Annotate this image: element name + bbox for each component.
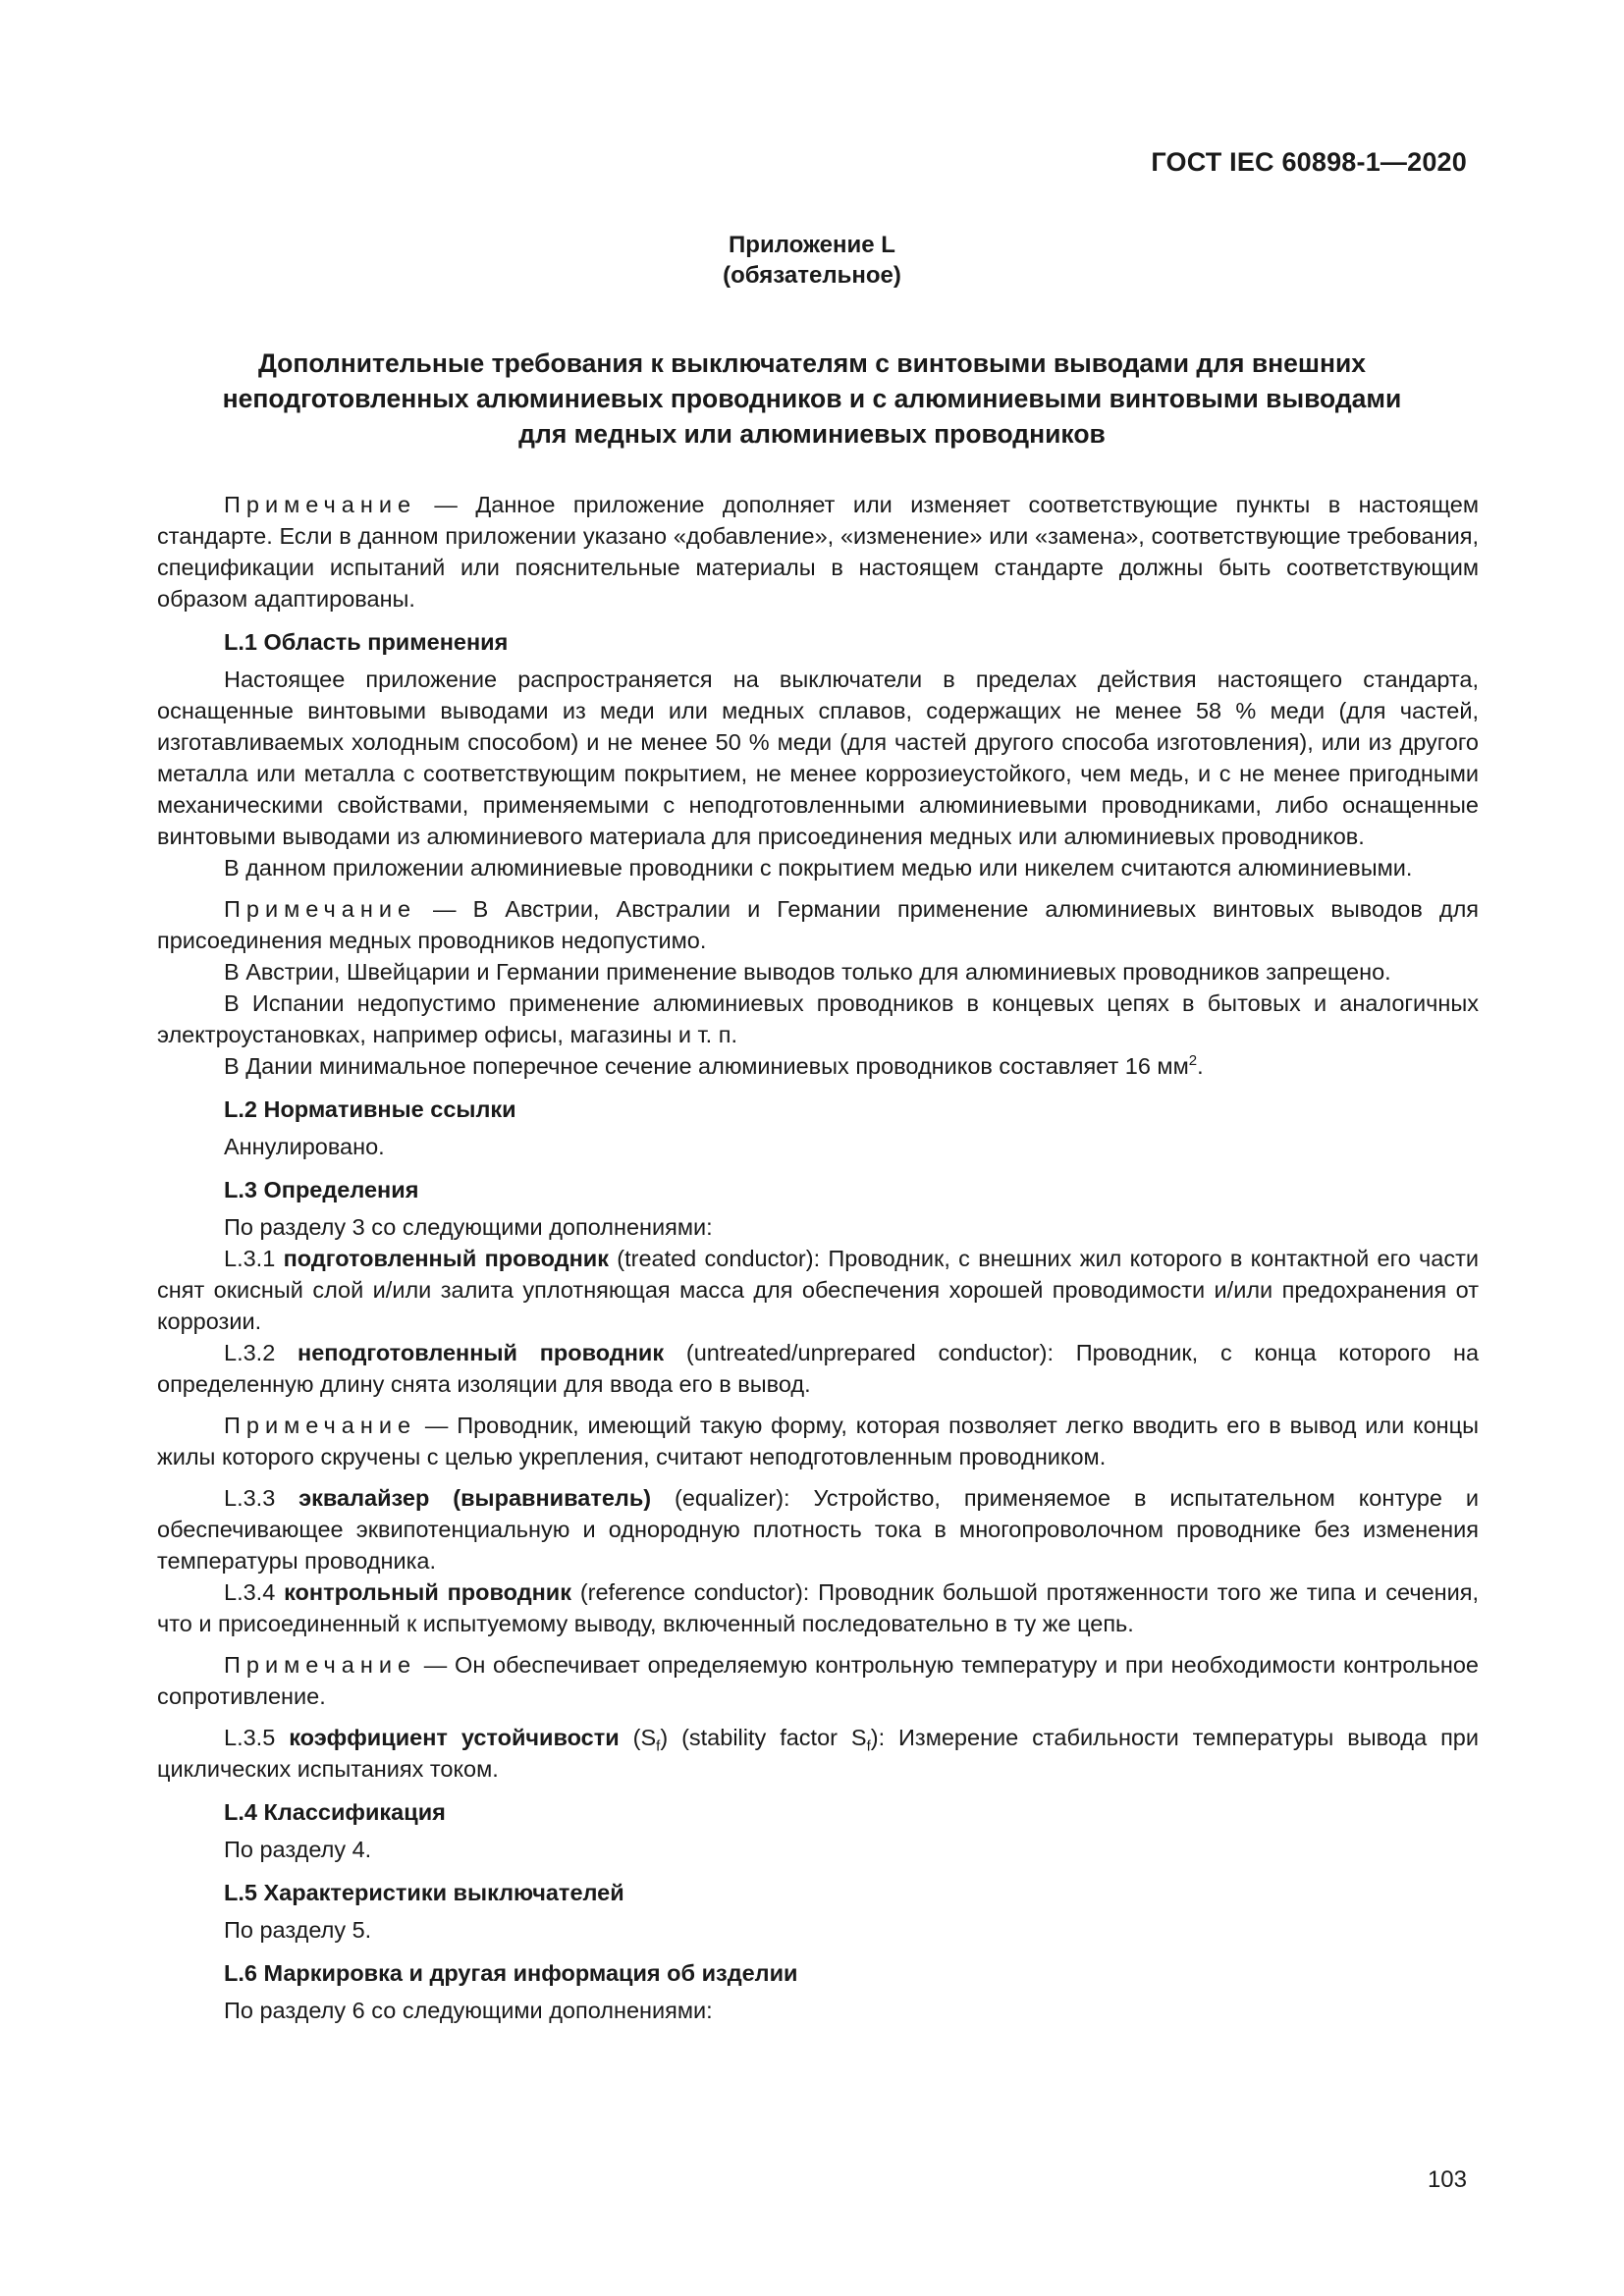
definition-l3-4: L.3.4 контрольный проводник (reference conductor): Проводник большой протяженности того же типа и сечения, что и присоединенный к испытуемому выводу, включенный последовательно в ту же цепь. bbox=[157, 1579, 1479, 1636]
note-continuation: В Испании недопустимо применение алюминиевых проводников в концевых цепях в бытовых и аналогичных электроустановках, например офисы, магазины и т. п. bbox=[157, 990, 1479, 1047]
definition-l3-5: L.3.5 коэффициент устойчивости $(S_f)$ (stability factor $S_f$): Измерение стабильности температуры вывода при циклических испытаниях током. bbox=[157, 1725, 1479, 1782]
note-label: Примечание bbox=[224, 492, 417, 517]
subscript: f bbox=[866, 1737, 871, 1755]
paragraph: Аннулировано. bbox=[224, 1134, 385, 1159]
annex-title-line: Дополнительные требования к выключателям с винтовыми выводами для внешних bbox=[257, 348, 1367, 378]
note-label: Примечание bbox=[224, 1652, 417, 1678]
paragraph: По разделу 3 со следующими дополнениями: bbox=[224, 1214, 713, 1240]
definition-l3-2: L.3.2 неподготовленный проводник (untreated/unprepared conductor): Проводник, с конца которого на определенную длину снята изоляции для ввода его в вывод. bbox=[157, 1340, 1480, 1397]
term: подготовленный проводник bbox=[283, 1246, 609, 1271]
intro-note: Примечание — Данное приложение дополняет или изменяет соответствующие пункты в настоящем стандарте. Если в данном приложении указано «добавление», «изменение» или «замена», соответствующие требования, спецификации испытаний или пояснительные материалы в настоящем стандарте должны быть соответствующим образом адаптированы. bbox=[157, 492, 1479, 612]
standard-code: ГОСТ IEC 60898-1—2020 bbox=[1151, 147, 1467, 177]
annex-label: Приложение L bbox=[729, 232, 895, 258]
term: эквалайзер (выравниватель) bbox=[298, 1485, 652, 1511]
annex-title bbox=[0, 346, 1624, 452]
annex-title-line: для медных или алюминиевых проводников bbox=[518, 419, 1106, 449]
note-label: Примечание bbox=[224, 896, 417, 922]
note: Примечание — В Австрии, Австралии и Германии применение алюминиевых винтовых выводов для присоединения медных проводников недопустимо. bbox=[157, 896, 1480, 953]
paragraph: По разделу 5. bbox=[224, 1917, 372, 1943]
section-heading-l6: L.6 Маркировка и другая информация об изделии bbox=[224, 1960, 798, 1986]
note: Примечание — Проводник, имеющий такую форму, которая позволяет легко вводить его в вывод или концы жилы которого скручены с целью укрепления, считают неподготовленным проводником. bbox=[157, 1413, 1480, 1469]
paragraph: В данном приложении алюминиевые проводники с покрытием медью или никелем считаются алюминиевыми. bbox=[224, 855, 1413, 881]
paragraph: По разделу 6 со следующими дополнениями: bbox=[224, 1998, 713, 2023]
definition-l3-1: L.3.1 подготовленный проводник (treated conductor): Проводник, с внешних жил которого в контактной его части снят окисный слой и/или залита уплотняющая масса для обеспечения хорошей проводимости и/или предохранения от коррозии. bbox=[157, 1246, 1479, 1334]
superscript: 2 bbox=[1188, 1052, 1198, 1070]
term: контрольный проводник bbox=[284, 1579, 572, 1605]
note-text: В Австрии, Австралии и Германии применение алюминиевых винтовых выводов для присоединения медных проводников недопустимо. bbox=[157, 896, 1480, 953]
term: неподготовленный проводник bbox=[298, 1340, 665, 1365]
annex-heading bbox=[0, 230, 1624, 291]
term: коэффициент устойчивости bbox=[289, 1725, 620, 1750]
section-heading-l5: L.5 Характеристики выключателей bbox=[224, 1880, 624, 1905]
section-heading-l4: L.4 Классификация bbox=[224, 1799, 446, 1825]
section-heading-l2: L.2 Нормативные ссылки bbox=[224, 1096, 516, 1122]
note-continuation: В Дании минимальное поперечное сечение алюминиевых проводников составляет 16 $мм^2$. bbox=[224, 1052, 1204, 1079]
note-text: Проводник, имеющий такую форму, которая позволяет легко вводить его в вывод или концы жилы которого скручены с целью укрепления, считают неподготовленным проводником. bbox=[157, 1413, 1480, 1469]
note-continuation: В Австрии, Швейцарии и Германии применение выводов только для алюминиевых проводников запрещено. bbox=[224, 959, 1391, 985]
definition-l3-3: L.3.3 эквалайзер (выравниватель) (equalizer): Устройство, применяемое в испытательном контуре и обеспечивающее эквипотенциальную и однородную плотность тока в многопроволочном проводнике без изменения температуры проводника. bbox=[157, 1485, 1479, 1574]
note: Примечание — Он обеспечивает определяемую контрольную температуру и при необходимости контрольное сопротивление. bbox=[157, 1652, 1479, 1709]
page-number: 103 bbox=[1427, 2166, 1467, 2193]
paragraph: По разделу 4. bbox=[224, 1837, 372, 1862]
annex-status: (обязательное) bbox=[723, 262, 901, 289]
paragraph: Настоящее приложение распространяется на выключатели в пределах действия настоящего стандарта, оснащенные винтовыми выводами из меди или медных сплавов, содержащих не менее 58 % меди (для частей, изготавливаемых холодным способом) и не менее 50 % меди (для частей другого способа изготовления), или из другого металла или металла с соответствующим покрытием, не менее коррозиеустойкого, чем медь, и с не менее пригодными механическими свойствами, применяемыми с неподготовленными алюминиевыми проводниками, либо оснащенные винтовыми выводами из алюминиевого материала для присоединения медных или алюминиевых проводников. bbox=[157, 667, 1479, 849]
annex-title-line: неподготовленных алюминиевых проводников и с алюминиевыми винтовыми выводами bbox=[222, 384, 1402, 413]
section-heading-l3: L.3 Определения bbox=[224, 1177, 419, 1202]
subscript: f bbox=[656, 1737, 661, 1755]
note-label: Примечание bbox=[224, 1413, 417, 1438]
section-heading-l1: L.1 Область применения bbox=[224, 629, 509, 655]
document-body bbox=[157, 489, 1479, 2026]
note-text: Данное приложение дополняет или изменяет соответствующие пункты в настоящем стандарте. Если в данном приложении указано «добавление», «изменение» или «замена», соответствующие требования, спецификации испытаний или пояснительные материалы в настоящем стандарте должны быть соответствующим образом адаптированы. bbox=[157, 492, 1479, 612]
note-text: Он обеспечивает определяемую контрольную температуру и при необходимости контрольное сопротивление. bbox=[157, 1652, 1479, 1709]
